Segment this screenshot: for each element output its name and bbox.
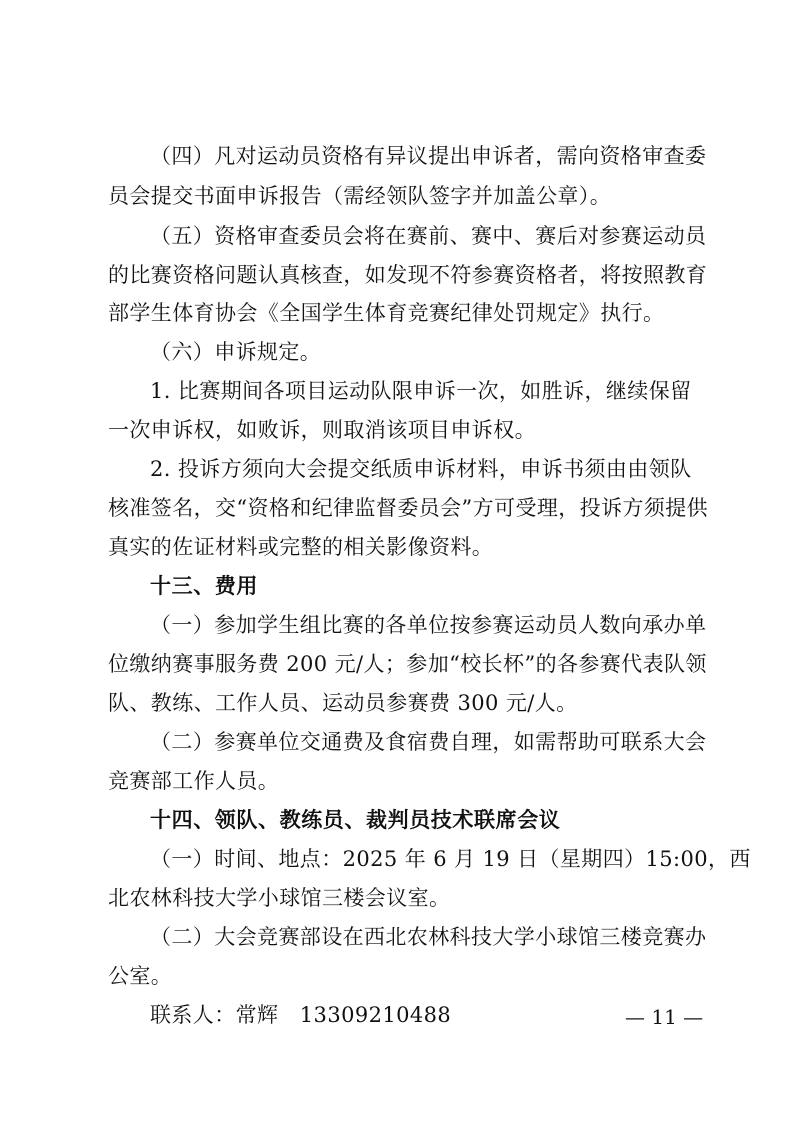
contact-line: 联系人：常辉 13309210488	[150, 1003, 452, 1027]
paragraph-5-line-3: 部学生体育协会《全国学生体育竞赛纪律处罚规定》执行。	[108, 301, 665, 325]
item-2-line-3: 真实的佐证材料或完整的相关影像资料。	[108, 535, 494, 559]
section-14-heading: 十四、领队、教练员、裁判员技术联席会议	[150, 808, 561, 832]
fees-2-line-2: 竞赛部工作人员。	[108, 769, 280, 793]
paragraph-5-line-1: （五）资格审查委员会将在赛前、赛中、赛后对参赛运动员	[150, 224, 707, 248]
fees-1-line-3: 队、教练、工作人员、运动员参赛费 300 元/人。	[108, 691, 578, 715]
item-2-line-1: 2. 投诉方须向大会提交纸质申诉材料，申诉书须由由领队	[150, 457, 692, 481]
fees-2-line-1: （二）参赛单位交通费及食宿费自理，如需帮助可联系大会	[150, 730, 707, 754]
paragraph-4-line-2: 员会提交书面申诉报告（需经领队签字并加盖公章）。	[108, 184, 612, 208]
fees-1-line-2: 位缴纳赛事服务费 200 元/人；参加“校长杯”的各参赛代表队领	[108, 652, 707, 676]
item-1-line-2: 一次申诉权，如败诉，则取消该项目申诉权。	[108, 418, 536, 442]
paragraph-4-line-1: （四）凡对运动员资格有异议提出申诉者，需向资格审查委	[150, 144, 707, 168]
section-13-heading: 十三、费用	[150, 574, 258, 598]
meeting-2-line-1: （二）大会竞赛部设在西北农林科技大学小球馆三楼竞赛办	[150, 925, 707, 949]
item-1-line-1: 1. 比赛期间各项目运动队限申诉一次，如胜诉，继续保留	[150, 379, 692, 403]
meeting-1-line-2: 北农林科技大学小球馆三楼会议室。	[108, 886, 451, 910]
item-2-line-2: 核准签名，交“资格和纪律监督委员会”方可受理，投诉方须提供	[108, 496, 709, 520]
paragraph-6-line-1: （六）申诉规定。	[150, 340, 322, 364]
meeting-1-line-1: （一）时间、地点：2025 年 6 月 19 日（星期四）15:00，西	[150, 847, 751, 871]
fees-1-line-1: （一）参加学生组比赛的各单位按参赛运动员人数向承办单	[150, 613, 707, 637]
meeting-2-line-2: 公室。	[108, 964, 173, 988]
paragraph-5-line-2: 的比赛资格问题认真核查，如发现不符参赛资格者，将按照教育	[108, 263, 708, 287]
page-number: — 11 —	[625, 1005, 704, 1029]
